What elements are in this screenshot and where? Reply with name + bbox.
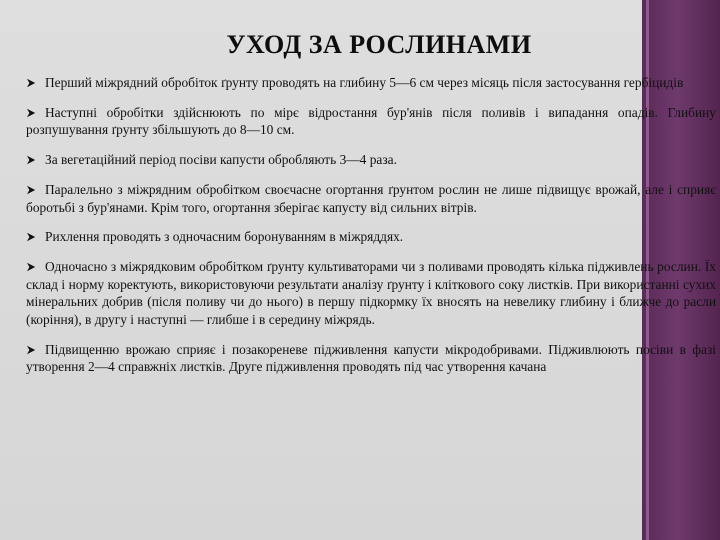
arrowhead-bullet-icon: [26, 108, 36, 118]
bullet-item: [26, 104, 716, 139]
bullet-text: Одночасно з міжрядковим обробітком ґрунту культиваторами чи з поливами проводять кілька підживлень рослин. Їх склад і норму коректують, використовуючи результати аналізу ґрунту і кліткового соку листків. При використанні сухих мінеральних добрив (після поливу чи до нього) в першу підкормку їх вносять на невелику глибину і ближче до расли (коріння), в другу і наступні — глибше і в середину міжрядь.: [26, 259, 716, 327]
arrowhead-bullet-icon: [26, 185, 36, 195]
arrowhead-bullet-icon: [26, 262, 36, 272]
arrowhead-bullet-icon: [26, 78, 36, 88]
bullet-item: [26, 341, 716, 376]
bullet-item: [26, 258, 716, 328]
bullet-text: За вегетаційний період посіви капусти обробляють 3—4 раза.: [45, 152, 397, 168]
bullet-list: [26, 74, 716, 388]
arrowhead-bullet-icon: [26, 232, 36, 242]
arrowhead-bullet-icon: [26, 345, 36, 355]
bullet-text: Паралельно з міжрядним обробітком своєчасне огортання ґрунтом рослин не лише підвищує врожай, але і сприяє боротьбі з бур'янами. Крім того, огортання зберігає капусту від сильних вітрів.: [26, 181, 716, 215]
bullet-item: [26, 151, 716, 169]
bullet-item: [26, 74, 716, 92]
bullet-text: Підвищенню врожаю сприяє і позакореневе підживлення капусти мікродобривами. Підживлюють посіви в фазі утворення 2—4 справжніх листків. Друге підживлення проводять під час утворення качана: [26, 341, 716, 375]
bullet-text: Перший міжрядний обробіток ґрунту проводять на глибину 5—6 см через місяць після застосування гербіцидів: [45, 75, 684, 90]
bullet-item: [26, 228, 716, 246]
bullet-item: [26, 181, 716, 216]
bullet-text: Наступні обробітки здійснюють по мірє відростання бур'янів після поливів і випадання опадів. Глибину розпушування ґрунту збільшують до 8—10 см.: [26, 104, 716, 138]
slide-title: УХОД ЗА РОСЛИНАМИ: [226, 30, 532, 59]
arrowhead-bullet-icon: [26, 155, 36, 165]
bullet-text: Рихлення проводять з одночасним боронуванням в міжряддях.: [45, 229, 404, 245]
